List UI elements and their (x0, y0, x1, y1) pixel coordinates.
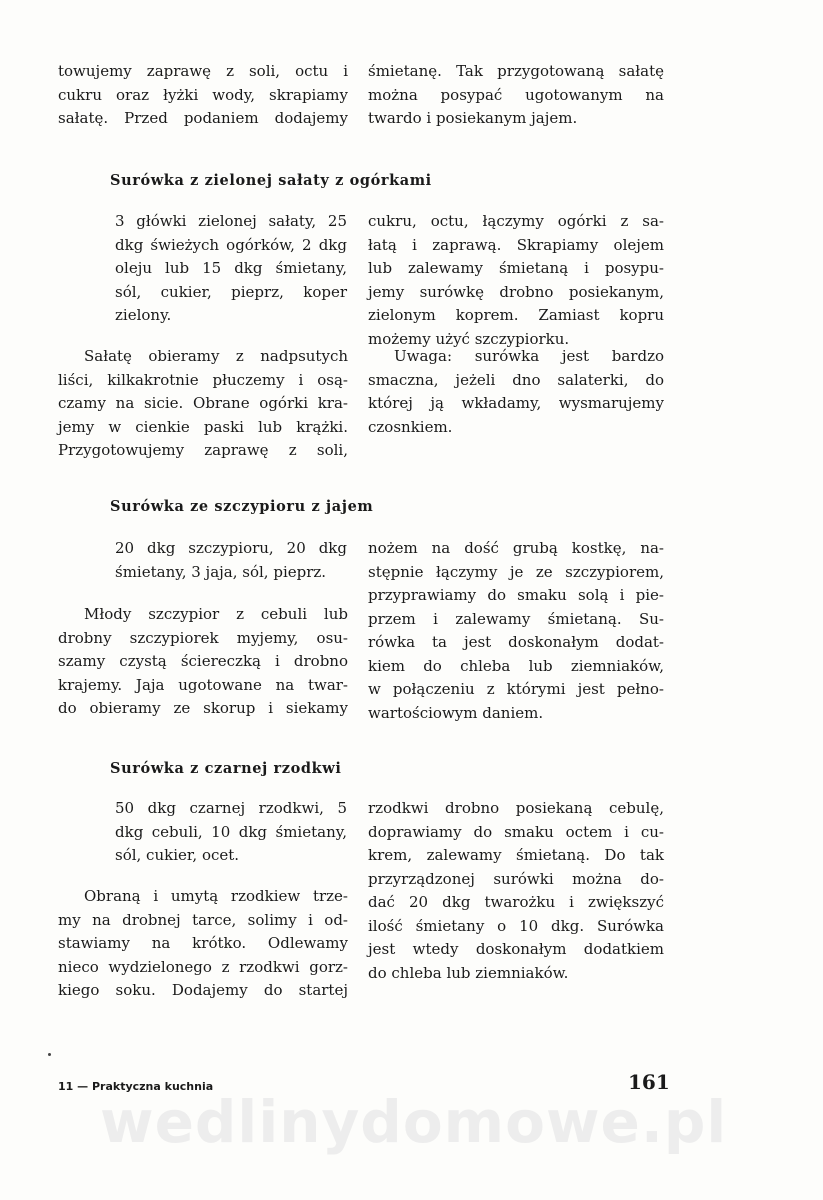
intro-right-column (368, 60, 664, 131)
text-line: do obieramy ze skorup i siekamy (58, 699, 348, 717)
text-line: Uwaga: surówka jest bardzo (394, 347, 664, 365)
text-line: cukru, octu, łączymy ogórki z sa- (368, 212, 664, 230)
text-line: 20 dkg szczypioru, 20 dkg (115, 539, 347, 557)
text-line: czosnkiem. (368, 417, 453, 436)
text-line: której ją wkładamy, wysmarujemy (368, 394, 664, 412)
text-line: Młody szczypior z cebuli lub (84, 605, 348, 623)
text-line: można posypać ugotowanym na (368, 85, 664, 104)
text-line: drobny szczypiorek myjemy, osu- (58, 628, 348, 647)
recipe-method-left (58, 603, 348, 721)
text-line: śmietany, 3 jaja, sól, pieprz. (115, 562, 327, 581)
recipe-ingredients (115, 210, 347, 328)
text-line: czamy na sicie. Obrane ogórki kra- (58, 394, 348, 412)
text-line: jemy w cienkie paski lub krążki. (58, 417, 348, 436)
text-line: krem, zalewamy śmietaną. Do tak (368, 846, 664, 864)
text-line: kiego soku. Dodajemy do startej (58, 981, 348, 999)
text-line: szamy czystą ściereczką i drobno (58, 652, 348, 670)
text-line: ilość śmietany o 10 dkg. Surówka (368, 916, 664, 935)
text-line: sól, cukier, pieprz, koper (115, 282, 347, 301)
text-line: dkg cebuli, 10 dkg śmietany, (115, 822, 347, 841)
text-line: łatą i zaprawą. Skrapiamy olejem (368, 235, 664, 254)
text-line: Sałatę obieramy z nadpsutych (84, 347, 348, 365)
text-line: możemy użyć szczypiorku. (368, 329, 570, 348)
text-line: przyrządzonej surówki można do- (368, 869, 664, 888)
page-number: 161 (628, 1070, 670, 1094)
text-line: oleju lub 15 dkg śmietany, (115, 259, 347, 277)
text-line: wartościowym daniem. (368, 703, 544, 722)
text-line: nieco wydzielonego z rzodkwi gorz- (58, 957, 348, 976)
text-line: doprawiamy do smaku octem i cu- (368, 822, 664, 841)
text-line: zielonym koprem. Zamiast kopru (368, 306, 664, 324)
text-line: 50 dkg czarnej rzodkwi, 5 (115, 799, 347, 817)
text-line: sałatę. Przed podaniem dodajemy (58, 109, 348, 127)
text-line: do chleba lub ziemniaków. (368, 963, 569, 982)
text-line: dkg świeżych ogórków, 2 dkg (115, 235, 347, 254)
text-line: dać 20 dkg twarożku i zwiększyć (368, 893, 664, 911)
text-line: stawiamy na krótko. Odlewamy (58, 934, 348, 952)
signature-mark: 11 — Praktyczna kuchnia (58, 1080, 214, 1093)
intro-left-column (58, 60, 348, 131)
text-line: przyprawiamy do smaku solą i pie- (368, 586, 664, 604)
recipe-method-right (368, 797, 664, 985)
text-line: Obraną i umytą rzodkiew trze- (84, 887, 348, 905)
text-line: krajemy. Jaja ugotowane na twar- (58, 675, 348, 694)
recipe-method-left (58, 345, 348, 463)
recipe-title: Surówka z zielonej sałaty z ogórkami (110, 172, 432, 189)
text-line: stępnie łączymy je ze szczypiorem, (368, 562, 664, 581)
print-speck (48, 1053, 51, 1056)
text-line: jemy surówkę drobno posiekanym, (368, 282, 664, 301)
text-line: kiem do chleba lub ziemniaków, (368, 656, 664, 675)
watermark: wedlinydomowe.pl (100, 1088, 728, 1156)
text-line: jest wtedy doskonałym dodatkiem (368, 940, 664, 958)
text-line: towujemy zaprawę z soli, octu i (58, 62, 348, 80)
text-line: rzodkwi drobno posiekaną cebulę, (368, 799, 664, 817)
recipe-note (368, 345, 664, 439)
text-line: liści, kilkakrotnie płuczemy i osą- (58, 370, 348, 389)
text-line: śmietanę. Tak przygotowaną sałatę (368, 62, 664, 80)
text-line: cukru oraz łyżki wody, skrapiamy (58, 85, 348, 104)
recipe-method-right (368, 537, 664, 725)
text-line: przem i zalewamy śmietaną. Su- (368, 609, 664, 628)
text-line: zielony. (115, 306, 172, 324)
text-line: lub zalewamy śmietaną i posypu- (368, 259, 664, 277)
text-line: rówka ta jest doskonałym dodat- (368, 633, 664, 651)
recipe-method-right (368, 210, 664, 351)
text-line: twardo i posiekanym jajem. (368, 109, 578, 127)
text-line: w połączeniu z którymi jest pełno- (368, 680, 664, 698)
recipe-method-left (58, 885, 348, 1003)
text-line: Przygotowujemy zaprawę z soli, (58, 441, 348, 459)
recipe-ingredients (115, 537, 347, 584)
recipe-ingredients (115, 797, 347, 868)
text-line: sól, cukier, ocet. (115, 846, 240, 864)
text-line: 3 główki zielonej sałaty, 25 (115, 212, 347, 230)
text-line: nożem na dość grubą kostkę, na- (368, 539, 664, 557)
recipe-title: Surówka z czarnej rzodkwi (110, 760, 342, 777)
text-line: my na drobnej tarce, solimy i od- (58, 910, 348, 929)
text-line: smaczna, jeżeli dno salaterki, do (368, 370, 664, 389)
recipe-title: Surówka ze szczypioru z jajem (110, 498, 374, 515)
